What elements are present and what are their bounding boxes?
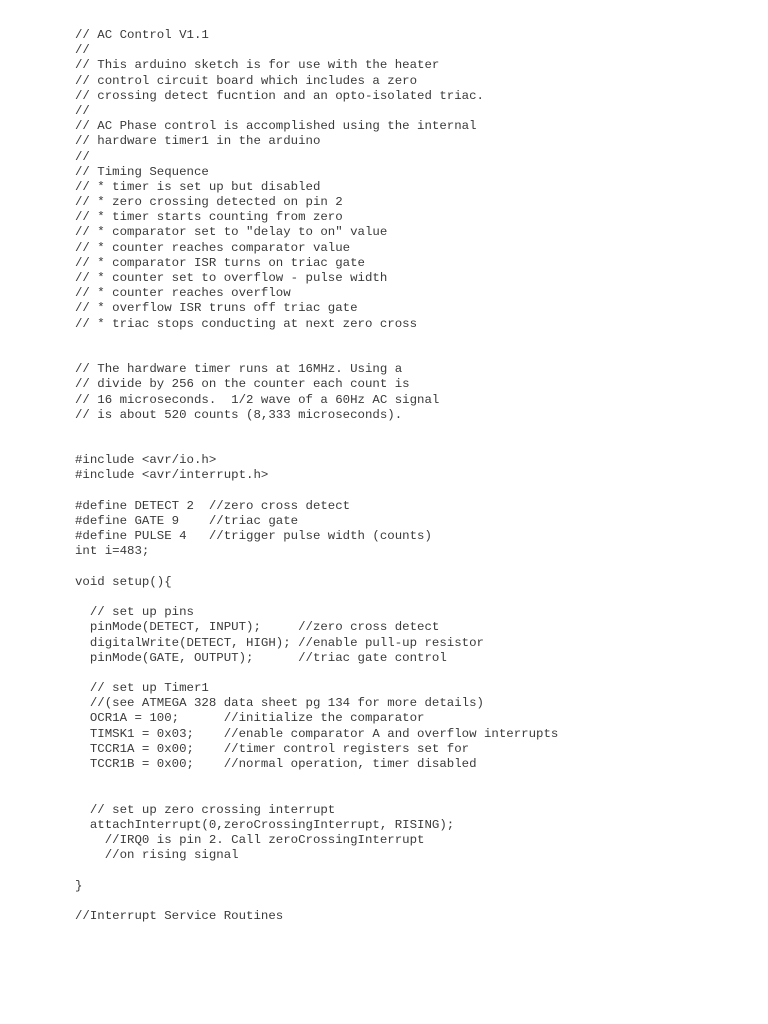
code-line: digitalWrite(DETECT, HIGH); //enable pull-up resistor [75,635,484,650]
code-line: } [75,878,83,893]
code-line [75,772,755,787]
code-line: //Interrupt Service Routines [75,908,284,923]
code-line: TCCR1A = 0x00; //timer control registers set for [75,741,470,756]
code-line: // * counter set to overflow - pulse width [75,271,388,285]
code-line [75,438,755,453]
code-line: TCCR1B = 0x00; //normal operation, timer disabled [75,757,477,771]
code-line: #include <avr/io.h> [75,453,217,468]
code-line: // Timing Sequence [75,164,209,179]
code-document [75,28,755,924]
code-line [75,894,755,909]
code-line: // set up pins [75,605,194,620]
code-line: //IRQ0 is pin 2. Call zeroCrossingInterrupt [75,832,425,847]
code-line: // AC Control V1.1 [75,28,209,42]
code-line: // 16 microseconds. 1/2 wave of a 60Hz AC signal [75,392,440,407]
code-line: // set up Timer1 [75,681,209,696]
code-line: // * overflow ISR truns off triac gate [75,301,358,316]
code-line: pinMode(DETECT, INPUT); //zero cross detect [75,620,440,635]
code-line: // * comparator set to "delay to on" value [75,225,388,240]
code-line: // [75,103,90,118]
code-line: #define PULSE 4 //trigger pulse width (counts) [75,529,432,544]
code-line: int i=483; [75,544,150,559]
code-line: // * zero crossing detected on pin 2 [75,195,343,210]
code-line: #define GATE 9 //triac gate [75,514,299,528]
code-line: // control circuit board which includes a zero [75,73,418,88]
code-line: // [75,149,90,164]
code-line: TIMSK1 = 0x03; //enable comparator A and overflow interrupts [75,726,559,741]
code-line: // * timer is set up but disabled [75,179,321,194]
code-line: attachInterrupt(0,zeroCrossingInterrupt, RISING); [75,817,455,832]
code-line: // [75,43,90,58]
code-line: pinMode(GATE, OUTPUT); //triac gate control [75,650,447,665]
code-line: // AC Phase control is accomplished using the internal [75,119,477,134]
code-line [75,666,755,681]
code-line: // * counter reaches comparator value [75,240,351,255]
code-line: // This arduino sketch is for use with the heater [75,58,440,73]
code-line: #define DETECT 2 //zero cross detect [75,498,351,513]
code-line: OCR1A = 100; //initialize the comparator [75,711,425,726]
code-line: //(see ATMEGA 328 data sheet pg 134 for more details) [75,696,484,711]
code-line [75,560,755,575]
code-line: // * counter reaches overflow [75,286,291,301]
code-line: // * comparator ISR turns on triac gate [75,255,365,270]
code-line: #include <avr/interrupt.h> [75,468,269,483]
code-line [75,332,755,347]
code-line [75,787,755,802]
code-line: // hardware timer1 in the arduino [75,134,321,149]
code-line [75,863,755,878]
code-line: // divide by 256 on the counter each count is [75,377,410,392]
code-line: // crossing detect fucntion and an opto-isolated triac. [75,88,484,103]
code-line: // set up zero crossing interrupt [75,802,336,817]
code-line [75,590,755,605]
code-line [75,347,755,362]
code-line: // * triac stops conducting at next zero cross [75,316,418,331]
code-line [75,423,755,438]
code-line: // * timer starts counting from zero [75,210,343,225]
code-line: // is about 520 counts (8,333 microseconds). [75,407,403,422]
code-line: // The hardware timer runs at 16MHz. Using a [75,362,403,377]
code-line [75,484,755,499]
code-line: //on rising signal [75,848,239,863]
code-line: void setup(){ [75,574,172,589]
